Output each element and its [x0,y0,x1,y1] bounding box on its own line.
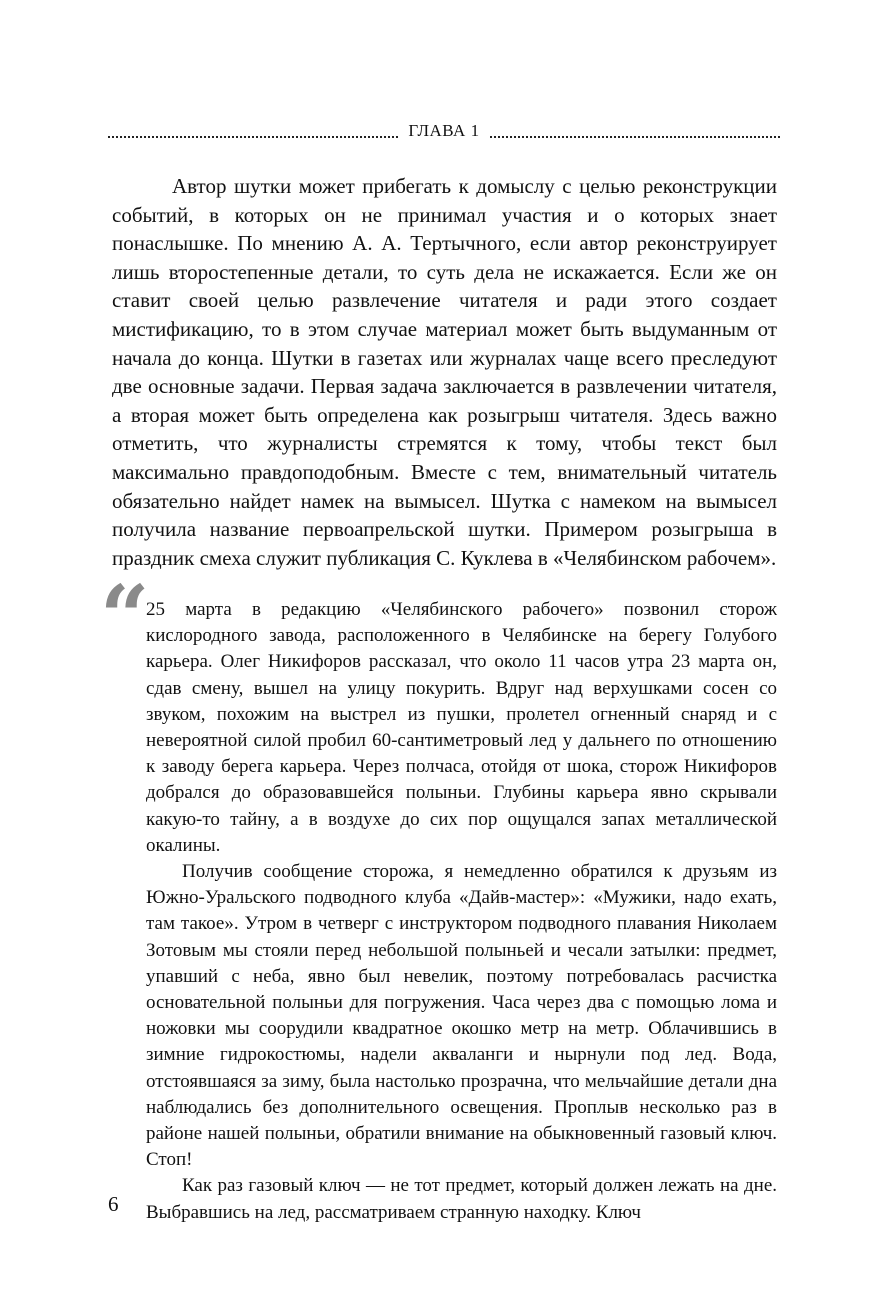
header-dots-left [108,136,398,138]
running-header [108,121,780,141]
main-paragraph: Автор шутки может прибегать к домыслу с целью реконструкции событий, в которых он не принимал участия и о которых знает понаслышке. По мнению А. А. Тертычного, если автор реконструирует лишь второстепенные детали, то суть дела не искажается. Если же он ставит своей целью развлечение читателя и ради этого создает мистификацию, то в этом случае материал может быть выдуманным от начала до конца. Шутки в газетах или журналах чаще всего преследуют две основные задачи. Первая задача заключается в развлечении читателя, а вторая может быть определена как розыгрыш читателя. Здесь важно отметить, что журналисты стремятся к тому, чтобы текст был максимально правдоподобным. Вместе с тем, внимательный читатель обязательно найдет намек на вымысел. Шутка с намеком на вымысел получила название первоапрельской шутки. Примером розыгрыша в праздник смеха служит публикация С. Куклева в «Челябинском рабочем». [112,174,777,570]
quote-paragraph-3: Как раз газовый ключ — не тот предмет, который должен лежать на дне. Выбравшись на лед, рассматриваем странную находку. Ключ [146,1175,777,1223]
quote-paragraph-2: Получив сообщение сторожа, я немедленно обратился к друзьям из Южно-Уральского подводного клуба «Дайв-мастер»: «Мужики, надо ехать, там такое». Утром в четверг с инструктором подводного плавания Николаем Зотовым мы стояли перед небольшой полыньей и чесали затылки: предмет, упавший с неба, явно был невелик, поэтому потребовалась расчистка основательной полыньи для погружения. Часа через два с помощью лома и ножовки мы соорудили квадратное окошко метр на метр. Облачившись в зимние гидрокостюмы, надели акваланги и нырнули под лед. Вода, отстоявшаяся за зиму, была настолько прозрачна, что мельчайшие детали дна наблюдались без дополнительного освещения. Проплыв несколько раз в районе нашей полыньи, обратили внимание на обыкновенный газовый ключ. Стоп! [146,861,777,1171]
quote-paragraph-1: 25 марта в редакцию «Челябинского рабочего» позвонил сторож кислородного завода, расположенного в Челябинске на берегу Голубого карьера. Олег Никифоров рассказал, что около 11 часов утра 23 марта он, сдав смену, вышел на улицу покурить. Вдруг над верхушками сосен со звуком, похожим на выстрел из пушки, пролетел огненный снаряд и с невероятной силой пробил 60-сантиметровый лед у дальнего по отношению к заводу берега карьера. Через полчаса, отойдя от шока, сторож Никифоров добрался до образовавшейся полыньи. Глубины карьера явно скрывали какую-то тайну, а в воздухе до сих пор ощущался запах металлической окалины. [146,599,777,856]
quote-block [146,597,777,1226]
header-dots-right [490,136,780,138]
chapter-title: ГЛАВА 1 [408,121,480,140]
quote-mark-icon: “ [100,567,150,668]
main-text [112,172,777,572]
page-number: 6 [108,1192,119,1216]
